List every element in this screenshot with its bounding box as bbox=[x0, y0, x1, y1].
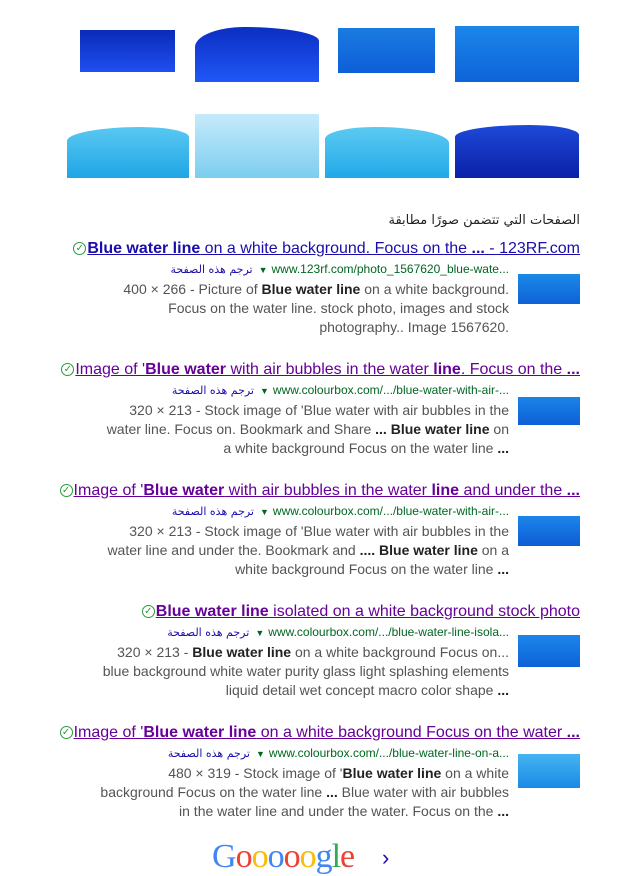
result-title-link[interactable]: ✓ Blue water line isolated on a white background stock photo bbox=[142, 603, 580, 621]
image-thumbnail-3[interactable] bbox=[338, 22, 435, 73]
verified-check-icon: ✓ bbox=[60, 484, 73, 497]
verified-check-icon: ✓ bbox=[60, 726, 73, 739]
result-title-link[interactable]: ✓ Image of 'Blue water with air bubbles in the water line. Focus on the ... bbox=[61, 361, 580, 379]
image-thumbnail-5[interactable] bbox=[67, 115, 189, 178]
next-page-chevron-icon[interactable]: › bbox=[382, 845, 390, 870]
image-thumbnail-7[interactable] bbox=[325, 115, 449, 178]
result-url: www.colourbox.com/.../blue-water-with-air-... bbox=[272, 383, 509, 397]
result-title-link[interactable]: ✓ Image of 'Blue water line on a white background Focus on the water ... bbox=[60, 724, 580, 742]
result-url: www.colourbox.com/.../blue-water-line-isola... bbox=[268, 625, 509, 639]
dropdown-arrow-icon[interactable]: ▼ bbox=[255, 628, 265, 638]
result-url: www.123rf.com/photo_1567620_blue-wate... bbox=[271, 262, 509, 276]
result-thumbnail[interactable] bbox=[518, 262, 580, 304]
dropdown-arrow-icon[interactable]: ▼ bbox=[260, 386, 269, 396]
verified-check-icon: ✓ bbox=[142, 605, 155, 618]
pages-with-matching-images-heading: الصفحات التي تتضمن صورًا مطابقة bbox=[388, 213, 580, 228]
image-thumbnail-4[interactable] bbox=[455, 20, 579, 82]
result-thumbnail[interactable] bbox=[518, 383, 580, 425]
result-snippet: 320 × 213 - Stock image of 'Blue water with air bubbles in the water line. Focus on. Bookmark and Share ... Blue water line on a white background Focus on the water line ... bbox=[106, 402, 509, 456]
google-pagination-logo bbox=[212, 838, 354, 876]
search-result-3 bbox=[50, 482, 580, 582]
translate-page-link[interactable]: ترجم هذه الصفحة bbox=[167, 626, 250, 639]
translate-page-link[interactable]: ترجم هذه الصفحة bbox=[170, 263, 253, 276]
dropdown-arrow-icon[interactable]: ▼ bbox=[258, 265, 268, 275]
search-result-4 bbox=[50, 603, 580, 703]
result-snippet: 320 × 213 - Stock image of 'Blue water with air bubbles in the water line and under the. Bookmark and .... Blue water line on a white background Focus on the water line ... bbox=[107, 523, 509, 577]
logo-letter: l bbox=[331, 838, 341, 875]
translate-page-link[interactable]: ترجم هذه الصفحة bbox=[171, 505, 254, 518]
image-thumbnail-1[interactable] bbox=[80, 20, 175, 72]
result-snippet: 480 × 319 - Stock image of 'Blue water line on a white background Focus on the water line ... Blue water with air bubbles in the water line and under the water. Focus on the ... bbox=[100, 765, 509, 819]
result-url: www.colourbox.com/.../blue-water-line-on-a... bbox=[268, 746, 509, 760]
search-result-1 bbox=[50, 240, 580, 340]
translate-page-link[interactable]: ترجم هذه الصفحة bbox=[167, 747, 250, 760]
translate-page-link[interactable]: ترجم هذه الصفحة bbox=[171, 384, 254, 397]
result-title-link[interactable]: ✓ Blue water line on a white background. Focus on the ... - 123RF.com bbox=[73, 240, 580, 258]
dropdown-arrow-icon[interactable]: ▼ bbox=[255, 749, 265, 759]
search-result-5 bbox=[50, 724, 580, 824]
verified-check-icon: ✓ bbox=[61, 363, 74, 376]
result-snippet: 320 × 213 - Blue water line on a white background Focus on... blue background white water purity glass light splashing elements liquid detail wet concept macro color shape ... bbox=[102, 644, 509, 698]
logo-letter: o bbox=[283, 838, 300, 875]
result-thumbnail[interactable] bbox=[518, 504, 580, 546]
search-result-2 bbox=[50, 361, 580, 461]
dropdown-arrow-icon[interactable]: ▼ bbox=[260, 507, 269, 517]
logo-letter: o bbox=[251, 838, 268, 875]
logo-letter: o bbox=[235, 838, 252, 875]
result-snippet: 400 × 266 - Picture of Blue water line on a white background. Focus on the water line. stock photo, images and stock photography.. Image 1567620. bbox=[123, 281, 509, 335]
verified-check-icon: ✓ bbox=[73, 242, 86, 255]
result-thumbnail[interactable] bbox=[518, 746, 580, 788]
logo-letter: o bbox=[299, 838, 316, 875]
logo-letter: G bbox=[212, 838, 236, 875]
result-thumbnail[interactable] bbox=[518, 625, 580, 667]
image-thumbnail-2[interactable] bbox=[195, 15, 319, 82]
logo-letter: o bbox=[267, 838, 284, 875]
logo-letter: g bbox=[315, 838, 332, 875]
image-thumbnail-8[interactable] bbox=[455, 115, 579, 178]
image-thumbnail-6[interactable] bbox=[195, 114, 319, 178]
result-url: www.colourbox.com/.../blue-water-with-air-... bbox=[272, 504, 509, 518]
result-title-link[interactable]: ✓ Image of 'Blue water with air bubbles in the water line and under the ... bbox=[60, 482, 580, 500]
logo-letter: e bbox=[340, 838, 355, 875]
